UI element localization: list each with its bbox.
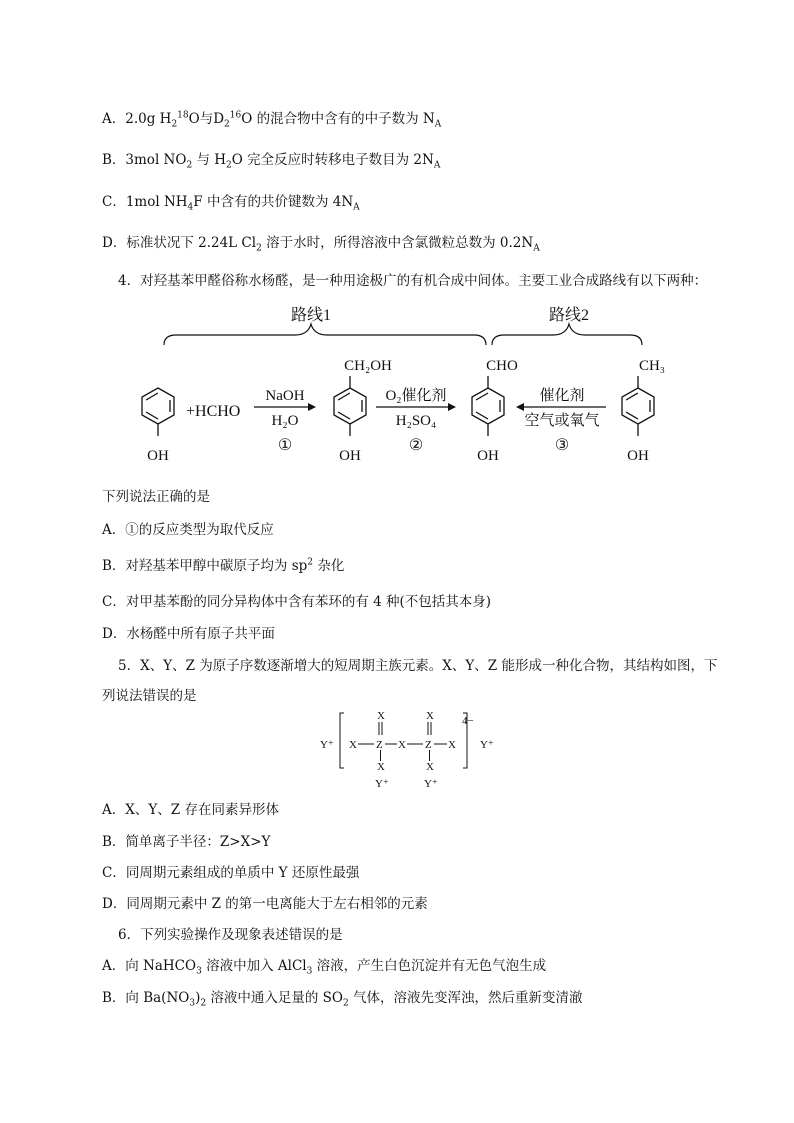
q5-option-a: A．X、Y、Z 存在同素异形体 (102, 802, 279, 818)
reagent-o2-catalyst: O₂催化剂 (385, 388, 447, 404)
reagent-h2so4: H₂SO₄ (395, 413, 437, 429)
step-3: ③ (554, 437, 570, 454)
svg-text:X: X (398, 739, 406, 751)
reagent-naoh: NaOH (265, 388, 305, 404)
phenol-structure (142, 388, 174, 436)
q5-option-c: C．同周期元素组成的单质中 Y 还原性最强 (102, 865, 360, 881)
q3-option-b: B．3mol $NO_2$ 与 $H_2O$ 完全反应时转移电子数目为 $2N_A$ (102, 152, 441, 171)
q4-prompt: 下列说法正确的是 (102, 489, 210, 505)
q5-option-b: B．简单离子半径：Z>X>Y (102, 834, 271, 850)
route2-label: 路线2 (548, 307, 590, 324)
reagent-h2o: H₂O (271, 413, 299, 429)
svg-text:X: X (377, 710, 385, 722)
cho-group: CHO (486, 358, 518, 374)
svg-text:X: X (349, 739, 357, 751)
charge: 4− (462, 715, 474, 727)
svg-text:X: X (426, 761, 434, 773)
y-ion-left: Y⁺ (320, 739, 334, 751)
z-atom-right: Z (425, 739, 432, 751)
q3-option-c: C．1mol $NH_4F$ 中含有的共价键数为 $4N_A$ (102, 194, 360, 213)
q4-option-d: D．水杨醛中所有原子共平面 (102, 626, 275, 642)
q4-option-a: A．①的反应类型为取代反应 (102, 522, 274, 538)
q6-stem: 6．下列实验操作及现象表述错误的是 (118, 927, 343, 943)
route1-label: 路线1 (290, 307, 332, 324)
q6-option-b: B．向 $Ba(NO_3)_2$ 溶液中通入足量的 $SO_2$ 气体，溶液先变浑浊，然后重新变清澈 (102, 990, 583, 1009)
svg-text:X: X (377, 761, 385, 773)
ch3-group: CH₃ (638, 358, 666, 374)
q5-option-d: D．同周期元素中 Z 的第一电离能大于左右相邻的元素 (102, 896, 428, 912)
ch2oh-group: CH₂OH (344, 358, 392, 374)
step-2: ② (408, 437, 424, 454)
q4-stem: 4．对羟基苯甲醛俗称水杨醛，是一种用途极广的有机合成中间体。主要工业合成路线有以下两种： (118, 273, 708, 289)
svg-text:X: X (426, 710, 434, 722)
q3-option-a: A．2.0g $H_2^{18}O$与$D_2^{16}O$ 的混合物中含有的中子数为 $N_A$ (102, 110, 442, 130)
plus-hcho: +HCHO (186, 403, 241, 420)
q5-stem-line2: 列说法错误的是 (102, 688, 197, 704)
q4-option-b: B．对羟基苯甲醇中碳原子均为 $sp^2$ 杂化 (102, 557, 345, 574)
p-cresol-structure (622, 376, 654, 436)
y-ion-right: Y⁺ (480, 739, 494, 751)
svg-text:X: X (448, 739, 456, 751)
z-atom-left: Z (376, 739, 383, 751)
alcohol-oh: OH (339, 448, 361, 464)
svg-text:Y⁺: Y⁺ (424, 778, 438, 790)
cresol-oh: OH (627, 448, 649, 464)
svg-text:Y⁺: Y⁺ (375, 778, 389, 790)
step-1: ① (277, 437, 293, 454)
route2-brace (492, 324, 642, 345)
hydroxybenzaldehyde-structure (472, 376, 504, 436)
q3-option-d: D．标准状况下 2.24L $Cl_2$ 溶于水时，所得溶液中含氯微粒总数为 $0.2N_A$ (102, 235, 540, 254)
reagent-catalyst: 催化剂 (539, 388, 585, 404)
q5-structure (320, 708, 510, 793)
aldehyde-oh: OH (477, 448, 499, 464)
q6-option-a: A．向 NaHCO$_3$ 溶液中加入 AlCl$_3$ 溶液，产生白色沉淀并有无色气泡生成 (102, 958, 547, 977)
q5-stem-line1: 5．X、Y、Z 为原子序数逐渐增大的短周期主族元素。X、Y、Z 能形成一种化合物，其结构如图，下 (118, 658, 718, 674)
q4-option-c: C．对甲基苯酚的同分异构体中含有苯环的有 4 种(不包括其本身) (102, 594, 492, 610)
phenol-oh: OH (147, 448, 169, 464)
route1-brace (164, 324, 486, 345)
reagent-air-oxygen: 空气或氧气 (524, 413, 600, 429)
hydroxybenzyl-alcohol-structure (334, 376, 366, 436)
synthesis-scheme (130, 300, 680, 475)
